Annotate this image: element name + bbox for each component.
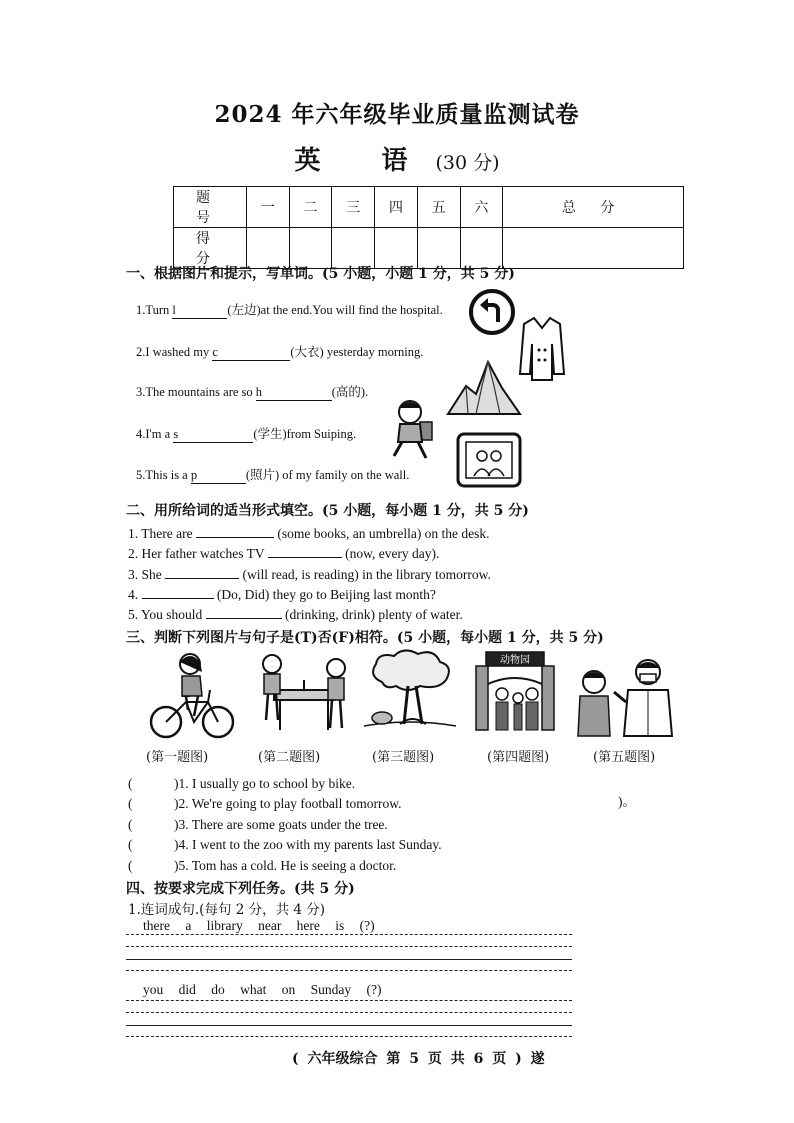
tf3-open: ( (128, 817, 133, 832)
s1q3-post: (高的). (331, 385, 369, 399)
section1-heading: 一、根据图片和提示，写单词。(5 小题，小题 1 分，共 5 分) (126, 266, 515, 282)
s1q2-blank[interactable] (212, 345, 290, 361)
s2-question-5 (128, 606, 463, 623)
subject-name: 英 语 (294, 146, 434, 176)
s2q5-pre: 5. You should (128, 607, 206, 622)
s2q2-post: (now, every day). (341, 546, 440, 561)
coat-icon (518, 314, 566, 384)
s2-question-3 (128, 566, 491, 583)
tf-item-3[interactable] (128, 817, 388, 833)
section4-heading: 四、按要求完成下列任务。(共 5 分) (126, 881, 355, 897)
section4-sub1: 1.连词成句.(每句 2 分，共 4 分) (128, 902, 326, 918)
subject-line (0, 140, 794, 177)
tf-item-4[interactable] (128, 837, 442, 853)
s1-question-1 (136, 300, 443, 319)
tf2-num: )2. (174, 796, 189, 811)
s2q3-blank[interactable] (165, 566, 239, 579)
mountain-icon (446, 356, 522, 418)
tf3-text: There are some goats under the tree. (191, 817, 388, 832)
stray-mark: )。 (618, 794, 636, 809)
s1q2-post: (大衣) yesterday morning. (290, 345, 424, 359)
answer-line-1b[interactable] (126, 946, 572, 947)
caption-pic-3: (第三题图) (372, 750, 435, 765)
boy-seeing-doctor-icon (574, 656, 674, 738)
tf1-num: )1. (174, 776, 189, 791)
tf1-open: ( (128, 776, 133, 791)
s1q1-letter: l (172, 303, 176, 317)
tf-item-5[interactable] (128, 858, 396, 874)
s1q1-blank[interactable] (172, 303, 227, 319)
s2q1-post: (some books, an umbrella) on the desk. (273, 526, 490, 541)
s2-question-4 (128, 586, 436, 603)
kids-table-tennis-icon (252, 650, 352, 738)
s1q3-blank[interactable] (256, 385, 332, 401)
tf1-text: I usually go to school by bike. (192, 776, 356, 791)
answer-line-2d[interactable] (126, 1036, 572, 1037)
tf5-text: Tom has a cold. He is seeing a doctor. (191, 858, 397, 873)
s2q5-blank[interactable] (206, 606, 282, 619)
tf4-num: )4. (174, 837, 189, 852)
score-cell-6: 六 (460, 187, 503, 228)
s2q5-post: (drinking, drink) plenty of water. (281, 607, 463, 622)
s1-question-4 (136, 424, 356, 443)
tf2-open: ( (128, 796, 133, 811)
score-cell-2: 二 (289, 187, 332, 228)
zoo-sign-text: 动物园 (500, 655, 530, 666)
caption-pic-5: (第五题图) (593, 750, 656, 765)
answer-line-1d[interactable] (126, 970, 572, 971)
answer-line-1c[interactable] (126, 959, 572, 960)
s2q3-post: (will read, is reading) in the library tomorrow. (239, 567, 491, 582)
score-cell-total: 总 分 (503, 187, 684, 228)
s1q5-post: (照片) of my family on the wall. (245, 468, 410, 482)
s2q4-post: (Do, Did) they go to Beijing last month? (213, 587, 436, 602)
s1q4-letter: s (173, 427, 179, 441)
tf-item-2[interactable] (128, 796, 401, 812)
score-cell-label: 题 号 (174, 187, 247, 228)
caption-pic-2: (第二题图) (258, 750, 321, 765)
s1-question-2 (136, 342, 423, 361)
s2q3-pre: 3. She (128, 567, 166, 582)
s2-question-1 (128, 525, 490, 542)
s1q1-pre: 1.Turn (136, 303, 173, 317)
s2q1-blank[interactable] (196, 525, 274, 538)
s1q3-pre: 3.The mountains are so (136, 385, 256, 399)
tree-with-goat-icon (360, 648, 460, 732)
student-boy-icon (386, 398, 440, 464)
tf4-open: ( (128, 837, 133, 852)
family-photo-frame-icon (456, 432, 522, 488)
s1-question-3 (136, 382, 368, 401)
total-points: (30 分) (435, 152, 500, 174)
s1q4-pre: 4.I'm a (136, 427, 174, 441)
s1q4-blank[interactable] (173, 427, 253, 443)
s1-question-5 (136, 465, 409, 484)
s1q5-letter: p (190, 468, 198, 482)
tf-item-1[interactable] (128, 776, 355, 792)
answer-line-2c[interactable] (126, 1025, 572, 1026)
score-table (173, 186, 684, 269)
tf2-text: We're going to play football tomorrow. (191, 796, 402, 811)
scrambled-sentence-1: there a library near here is (?) (143, 918, 375, 933)
tf5-num: )5. (174, 858, 189, 873)
girl-riding-bike-icon (146, 650, 238, 740)
score-cell-4: 四 (375, 187, 418, 228)
score-cell-5: 五 (417, 187, 460, 228)
turn-left-sign-icon (468, 288, 516, 336)
answer-line-1a[interactable] (126, 934, 572, 935)
score-table-header-row (174, 187, 684, 228)
scrambled-sentence-2: you did do what on Sunday (?) (143, 982, 382, 997)
s1q2-letter: c (212, 345, 218, 359)
s1q5-blank[interactable] (191, 468, 246, 484)
s1q1-post: (左边)at the end.You will find the hospital. (227, 303, 443, 317)
score-row-label: 得 分 (174, 228, 247, 269)
zoo-gate-family-icon (470, 650, 560, 736)
score-cell-3: 三 (332, 187, 375, 228)
s2q1-pre: 1. There are (128, 526, 196, 541)
tf5-open: ( (128, 858, 133, 873)
score-cell-1: 一 (247, 187, 290, 228)
s2q2-pre: 2. Her father watches TV (128, 546, 268, 561)
answer-line-2a[interactable] (126, 1000, 572, 1001)
s2q4-pre: 4. (128, 587, 142, 602)
answer-line-2b[interactable] (126, 1012, 572, 1013)
s1q5-pre: 5.This is a (136, 468, 191, 482)
tf4-text: I went to the zoo with my parents last Sunday. (192, 837, 442, 852)
s1q2-pre: 2.I washed my (136, 345, 213, 359)
section3-heading: 三、判断下列图片与句子是(T)否(F)相符。(5 小题，每小题 1 分，共 5 分) (126, 630, 604, 646)
s2-question-2 (128, 545, 439, 562)
score-input-total[interactable] (503, 228, 684, 269)
section2-heading: 二、用所给词的适当形式填空。(5 小题，每小题 1 分，共 5 分) (126, 503, 529, 519)
s2q4-blank[interactable] (142, 586, 214, 599)
caption-pic-4: (第四题图) (487, 750, 550, 765)
tf3-num: )3. (174, 817, 189, 832)
s1q3-letter: h (255, 385, 263, 399)
caption-pic-1: (第一题图) (146, 750, 209, 765)
s2q2-blank[interactable] (268, 545, 342, 558)
exam-title: 2024 年六年级毕业质量监测试卷 (214, 101, 580, 128)
page-footer: ( 六年级综合 第 5 页 共 6 页 ) 遂 (292, 1051, 545, 1067)
s1q4-post: (学生)from Suiping. (253, 427, 357, 441)
